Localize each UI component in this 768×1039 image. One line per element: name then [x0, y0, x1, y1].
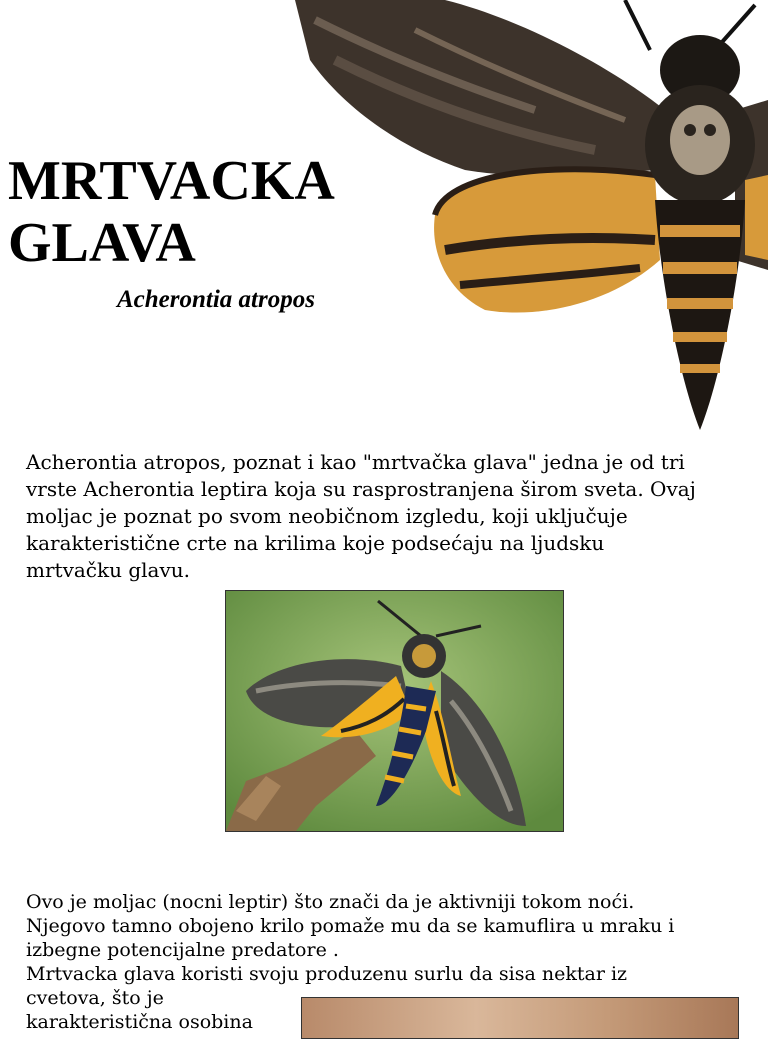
behavior-paragraph: Ovo je moljac (nocni leptir) što znači da je aktivniji tokom noći. Njegovo tamno obojeno krilo pomaže mu da se kamuflira u mraku i izbegne potencijalne predatore . Mrtvacka glava koristi svoju produzenu surlu da sisa nektar iz cvetova, što je karakteristična osobina: [26, 891, 675, 1033]
page-title: MRTVACKA GLAVA: [8, 150, 335, 274]
moth-illustration: [295, 0, 768, 432]
moth-photo: [225, 590, 564, 832]
species-subtitle: Acherontia atropos: [117, 286, 315, 313]
second-photo: [301, 997, 739, 1039]
intro-paragraph: Acherontia atropos, poznat i kao "mrtvačka glava" jedna je od tri vrste Acherontia leptira koja su rasprostranjena širom sveta. Ovaj moljac je poznat po svom neobičnom izgledu, koji uključuje karakteristične crte na krilima koje podsećaju na ljudsku mrtvačku glavu.: [26, 450, 696, 582]
